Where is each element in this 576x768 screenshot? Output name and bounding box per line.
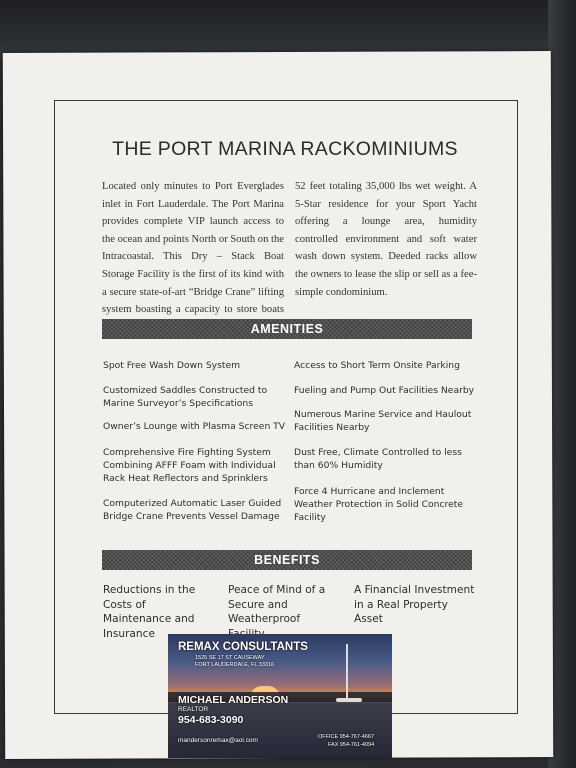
benefits-heading: BENEFITS bbox=[102, 550, 472, 570]
intro-right-column: 52 feet totaling 35,000 lbs wet weight. A 5-Star residence for your Sport Yacht offering a lounge area, humidity controlled environment and soft water wash down system. Deeded racks allow the owners to lease the slip or sell as a fee-simple condominium. bbox=[295, 181, 477, 298]
card-company: REMAX CONSULTANTS bbox=[178, 641, 308, 653]
amenity-item: Comprehensive Fire Fighting System Combining AFFF Foam with Individual Rack Heat Reflectors and Sprinklers bbox=[103, 447, 276, 484]
card-address-line1: 1525 SE 17 ST CAUSEWAY bbox=[195, 655, 265, 661]
amenity-item: Spot Free Wash Down System bbox=[103, 360, 241, 371]
card-office-phone: OFFICE 954-767-4667 bbox=[318, 734, 374, 740]
card-address-line2: FORT LAUDERDALE, FL 33316 bbox=[195, 662, 275, 668]
card-agent-name: MICHAEL ANDERSON bbox=[178, 694, 289, 706]
intro-left-column: Located only minutes to Port Everglades inlet in Fort Lauderdale. The Port Marina provides complete VIP launch access to the ocean and points North or South on the Intracoastal. This Dry – Stack Boat Storage Facility is the first of its kind with a secure state-of-art “Bridge Crane” lifting system boasting a capacity to store boats bbox=[102, 181, 284, 316]
card-fax: FAX 954-761-4094 bbox=[328, 742, 375, 748]
amenity-item: Fueling and Pump Out Facilities Nearby bbox=[294, 385, 475, 396]
amenities-heading: AMENITIES bbox=[102, 319, 472, 339]
amenity-item: Access to Short Term Onsite Parking bbox=[294, 360, 460, 371]
flyer-title: THE PORT MARINA RACKOMINIUMS bbox=[112, 138, 458, 160]
amenity-item: Numerous Marine Service and Haulout Facilities Nearby bbox=[294, 409, 472, 433]
amenity-item: Dust Free, Climate Controlled to less than 60% Humidity bbox=[294, 447, 462, 471]
sailboat-mast-graphic bbox=[346, 644, 348, 702]
business-card bbox=[168, 634, 392, 758]
amenity-item: Customized Saddles Constructed to Marine Surveyor’s Specifications bbox=[103, 385, 268, 409]
amenity-item: Computerized Automatic Laser Guided Bridge Crane Prevents Vessel Damage bbox=[103, 498, 282, 522]
card-email: mandersonremax@aol.com bbox=[178, 737, 258, 744]
benefit-item: Peace of Mind of a Secure and Weatherproof bbox=[228, 584, 326, 625]
amenity-item: Owner’s Lounge with Plasma Screen TV bbox=[103, 421, 286, 432]
benefit-item: Reductions in the Costs of Maintenance and Insurance bbox=[103, 584, 196, 640]
benefit-item: A Financial Investment in a Real Property Asset bbox=[354, 584, 475, 625]
card-phone: 954-683-3090 bbox=[178, 714, 244, 726]
card-agent-role: REALTOR bbox=[178, 706, 209, 713]
sailboat-hull-graphic bbox=[336, 698, 362, 702]
amenity-item: Force 4 Hurricane and Inclement Weather Protection in Solid Concrete Facility bbox=[294, 486, 464, 523]
